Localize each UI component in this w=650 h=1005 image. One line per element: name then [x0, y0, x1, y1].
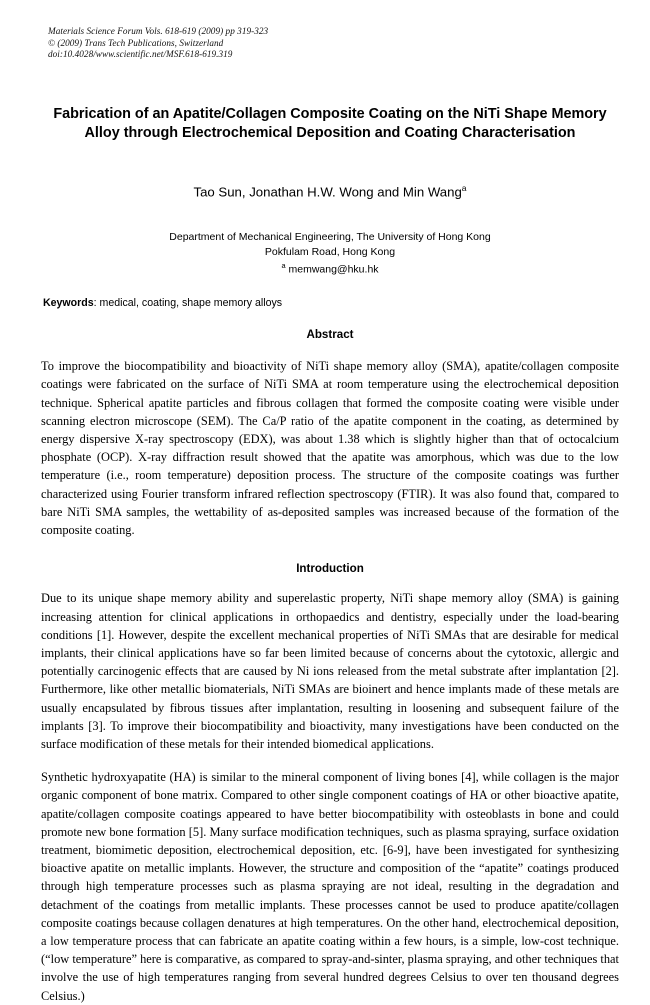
abstract-paragraph: To improve the biocompatibility and bioactivity of NiTi shape memory alloy (SMA), apatite/collagen composite coatings were fabricated on the surface of NiTi SMA at room temperature using the electrochemical deposition technique. Spherical apatite particles and fibrous collagen that formed the composite coating were visible under scanning electron microscope (SEM). The Ca/P ratio of the apatite component in the coating, as determined by energy dispersive X-ray spectroscopy (EDX), was about 1.38 which is slightly higher than that of octocalcium phosphate (OCP). X-ray diffraction result showed that the apatite was amorphous, which was due to the low temperature (i.e., room temperature) deposition process. The structure of the composite coatings was further characterized using Fourier transform infrared reflection spectroscopy (FTIR). It was also found that, compared to bare NiTi SMA samples, the wettability of as-deposited samples was increased because of the formation of the composite coating.	[41, 359, 619, 538]
affiliation-department: Department of Mechanical Engineering, The University of Hong Kong	[169, 230, 491, 243]
corresponding-email	[41, 259, 619, 277]
affiliation-address: Pokfulam Road, Hong Kong	[264, 245, 396, 258]
section-heading-abstract: Abstract	[306, 328, 354, 342]
journal-header	[48, 26, 619, 61]
journal-citation-line: Materials Science Forum Vols. 618-619 (2009) pp 319-323	[48, 26, 269, 36]
email-affiliation-marker: a	[281, 261, 286, 271]
journal-copyright-line: © (2009) Trans Tech Publications, Switzerland	[48, 37, 224, 48]
email-address: memwang@hku.hk	[288, 263, 379, 276]
keywords-value: medical, coating, shape memory alloys	[99, 297, 283, 310]
author-affiliation-marker: a	[461, 182, 467, 193]
introduction-paragraph-1: Due to its unique shape memory ability and superelastic property, NiTi shape memory alloy (SMA) is gaining increasing attention for clinical applications in orthopaedics and dentistry, especially under the load-bearing conditions [1]. However, despite the excellent mechanical properties of NiTi SMAs that are desirable for medical implants, their clinical applications have so far been limited because of concerns about the cytotoxic, allergic and potentially carcinogenic effects that are caused by Ni ions released from the metal substrate after implantation [2]. Furthermore, like other metallic biomaterials, NiTi SMAs are bioinert and hence implants made of these metals are usually encapsulated by fibrous tissues after implantation, resulting in loosening and subsequent failure of the implants [3]. To improve their biocompatibility and bioactivity, many investigations have been conducted on the surface modification of these metals for their intended biomedical applications.	[41, 591, 619, 751]
introduction-paragraph-2: Synthetic hydroxyapatite (HA) is similar to the mineral component of living bones [4], while collagen is the major organic component of bone matrix. Compared to other single component coatings of HA or other bioactive apatite, apatite/collagen composite coatings appeared to have better biocompatibility with osteoblasts in bone and could promote new bone formation [5]. Many surface modification techniques, such as plasma spraying, surface oxidation treatment, biomimetic deposition, electrochemical deposition, etc. [6-9], have been investigated for synthesizing bioactive apatite on metallic implants. However, the structure and composition of the “apatite” coatings produced through high temperature processes such as plasma spraying are not ideal, resulting in the degradation and detachment of the coatings from metallic implants. These processes cannot be used to produce apatite/collagen composite coatings because collagen denatures at high temperatures. On the other hand, electrochemical deposition, a low temperature process that can fabricate an apatite coating within a few hours, is a simple, low-cost technique. (“low temperature” here is comparative, as compared to spray-and-sinter, plasma spraying, and other techniques that involve the use of high temperatures ranging from several hundred degrees Celsius to over ten thousand degrees Celsius.)	[41, 770, 619, 1003]
author-list	[41, 180, 619, 200]
page-title: Fabrication of an Apatite/Collagen Composite Coating on the NiTi Shape Memory Alloy through Electrochemical Deposition and Coating Characterisation	[53, 105, 607, 142]
keywords-separator: :	[93, 297, 100, 310]
author-names: Tao Sun, Jonathan H.W. Wong and Min Wang	[193, 183, 462, 199]
journal-doi-line: doi:10.4028/www.scientific.net/MSF.618-619.319	[48, 49, 233, 60]
keywords-line	[43, 296, 619, 310]
keywords-label: Keywords	[43, 297, 94, 310]
section-heading-introduction: Introduction	[296, 562, 364, 576]
affiliation-block	[41, 230, 619, 277]
